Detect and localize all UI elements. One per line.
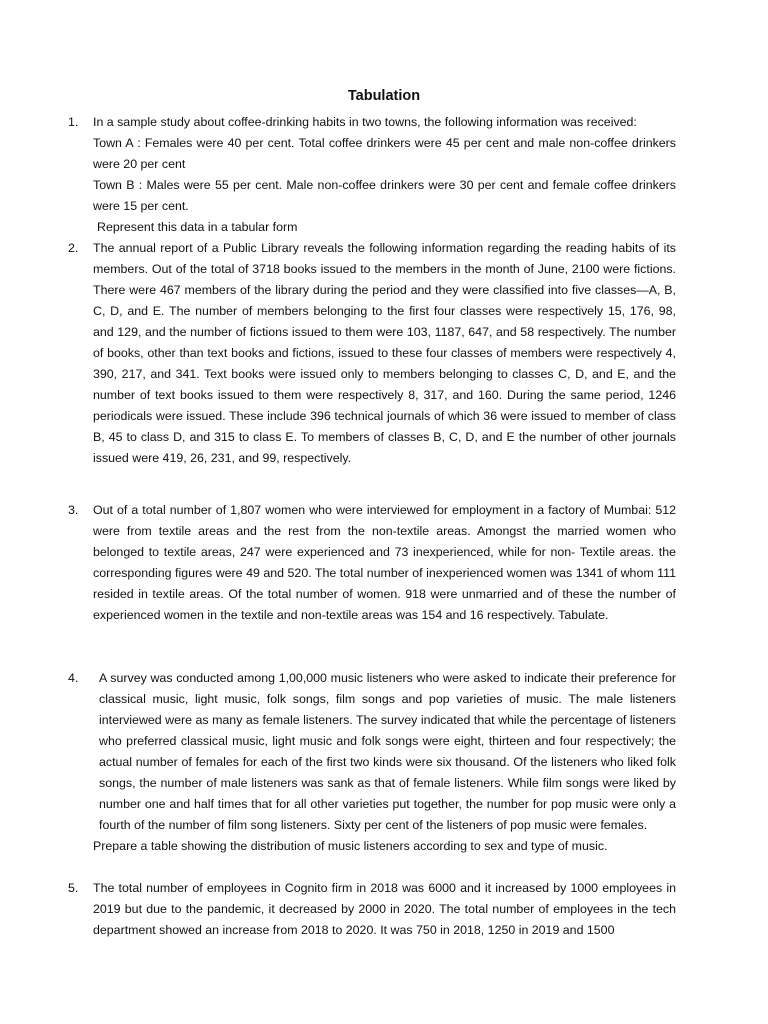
question-5-text: The total number of employees in Cognito firm in 2018 was 6000 and it increased by 1000 employees in 2019 but due to the pandemic, it decreased by 2000 in 2020. The total number of employees in the tech department showed an increase from 2018 to 2020. It was 750 in 2018, 1250 in 2019 and 1500: [93, 881, 676, 937]
question-1-intro: In a sample study about coffee-drinking habits in two towns, the following information was received:: [93, 115, 637, 129]
question-4-instruction: Prepare a table showing the distribution of music listeners according to sex and type of music.: [93, 839, 608, 853]
question-1-town-b: Town B : Males were 55 per cent. Male non-coffee drinkers were 30 per cent and female coffee drinkers were 15 per cent.: [93, 178, 676, 213]
question-1: [68, 112, 676, 238]
question-2: [68, 238, 676, 469]
question-3: [68, 500, 676, 626]
question-number: 2.: [68, 241, 79, 255]
question-number: 1.: [68, 115, 79, 129]
question-4: [68, 668, 676, 857]
question-1-instruction: Represent this data in a tabular form: [97, 220, 298, 234]
question-2-text: The annual report of a Public Library reveals the following information regarding the reading habits of its members. Out of the total of 3718 books issued to the members in the month of June, 2100 were fictions. There were 467 members of the library during the period and they were classified into five classes—A, B, C, D, and E. The number of members belonging to the first four classes were respectively 15, 176, 98, and 129, and the number of fictions issued to them were 103, 1187, 647, and 58 respectively. The number of books, other than text books and fictions, issued to these four classes of members were respectively 4, 390, 217, and 341. Text books were issued only to members belonging to classes C, D, and E, and the number of text books issued to them were respectively 8, 317, and 160. During the same period, 1246 periodicals were issued. These include 396 technical journals of which 36 were issued to member of class B, 45 to class D, and 315 to class E. To members of classes B, C, D, and E the number of other journals issued were 419, 26, 231, and 99, respectively.: [93, 241, 676, 465]
question-number: 4.: [68, 671, 79, 685]
question-3-text: Out of a total number of 1,807 women who were interviewed for employment in a factory of Mumbai: 512 were from textile areas and the rest from the non-textile areas. Amongst the married women who belonged to textile areas, 247 were experienced and 73 inexperienced, while for non- Textile areas. the corresponding figures were 49 and 520. The total number of inexperienced women was 1341 of whom 111 resided in textile areas. Of the total number of women. 918 were unmarried and of these the number of experienced women in the textile and non-textile areas was 154 and 16 respectively. Tabulate.: [93, 503, 676, 622]
page-title: Tabulation: [347, 88, 421, 104]
question-number: 3.: [68, 503, 79, 517]
question-5: [68, 878, 676, 942]
question-1-town-a: Town A : Females were 40 per cent. Total coffee drinkers were 45 per cent and male non-coffee drinkers were 20 per cent: [93, 136, 676, 171]
question-4-text: A survey was conducted among 1,00,000 music listeners who were asked to indicate their preference for classical music, light music, folk songs, film songs and pop varieties of music. The male listeners interviewed were as many as female listeners. The survey indicated that while the percentage of listeners who preferred classical music, light music and folk songs were eight, thirteen and four respectively; the actual number of females for each of the first two kinds were six thousand. Of the listeners who liked folk songs, the number of male listeners was sank as that of female listeners. While film songs were liked by number one and half times that for all other varieties put together, the number for pop music were only a fourth of the number of film song listeners. Sixty per cent of the listeners of pop music were females.: [99, 671, 676, 832]
question-number: 5.: [68, 881, 79, 895]
